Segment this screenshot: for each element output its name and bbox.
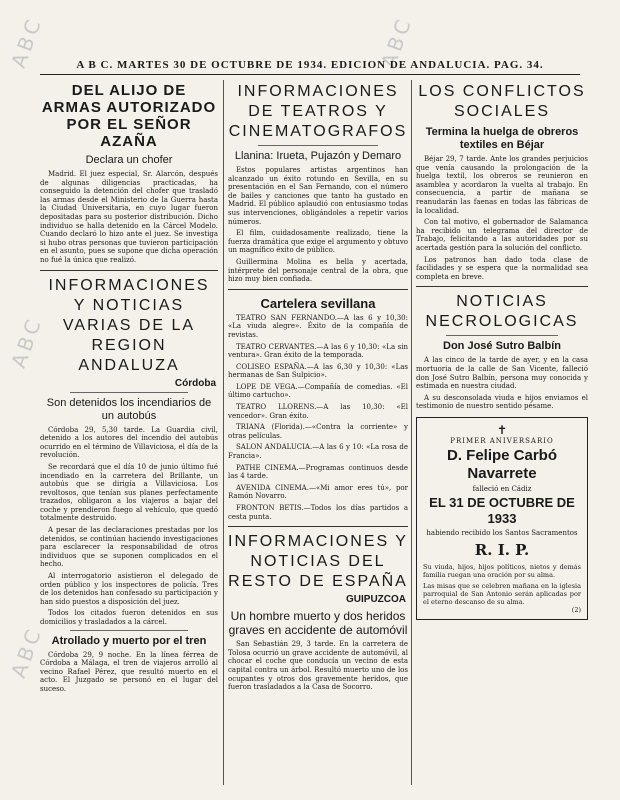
death-place: falleció en Cádiz [472,484,532,493]
article-body: Los patronos han dado toda clase de facilidades y se espera que la normalidad sea completa en breve. [416,255,588,281]
mass-notice: Las misas que se celebren mañana en la iglesia parroquial de San Antonio serán aplicadas por el eterno descanso de su alma. [423,581,581,606]
article-body: Córdoba 29, 9 noche. En la línea férrea de Córdoba a Málaga, el tren de viajeros arrolló al vecino Rafael Pérez, que resultó muerto en el acto. El Juzgado se personó en el lugar del suceso. [40,650,218,693]
listing-item: PATHE CINEMA.—Programas continuos desde las 4 tarde. [228,463,408,481]
article-body: Guillermina Molina es bella y acertada, intérprete del personaje central de la obra, que hizo muy bien confiada. [228,257,408,284]
obituary-notice [416,417,588,620]
page-masthead: A B C. MARTES 30 DE OCTUBRE DE 1934. EDICION DE ANDALUCIA. PAG. 34. [40,56,580,75]
listing-item: TEATRO CERVANTES.—A las 6 y 10,30: «La sin ventura». Gran éxito de la temporada. [228,342,408,360]
article-body: Todos los citados fueron detenidos en sus domicilios y trasladados a la cárcel. [40,609,218,626]
divider [70,392,188,393]
column-right [416,78,588,790]
cross-icon: ✝ [496,422,508,437]
listing-item: AVENIDA CINEMA.—«Mi amor eres tú», por Ramón Novarro. [228,483,408,501]
section-headline: LOS CONFLICTOS SOCIALES [418,83,586,120]
watermark: ABC [6,12,47,72]
article-subhead: Son detenidos los incendiarios de un autobús [46,396,212,422]
article-body: El film, cuidadosamente realizado, tiene la fuerza dramática que exige el argumento y obtuvo un magnífico éxito de público. [228,229,408,255]
family-note: Su viuda, hijos, hijos políticos, nietos y demás familia ruegan una oración por su alma. [423,562,581,579]
divider [70,630,188,631]
listing-item: COLISEO ESPAÑA.—A las 6,30 y 10,30: «Las hermanas de San Sulpicio». [228,362,408,380]
article-body: Madrid. El juez especial, Sr. Alarcón, después de algunas diligencias practicadas, ha conseguido la detención del chofer que trasladó las armas desde el Ministerio de la Guerra hasta la Ciudad Universitaria, en cuyo lugar fueron depositadas para su posterior distribución. Dicho individuo se halla detenido en la Cárcel Modelo. Cuando declaró lo hizo ante el juez. Se investiga si hubo otras personas que tuvieron participación en el asunto, pues se supone que dicha operación no fué la única que realizó. [40,170,218,264]
article-body: Se recordará que el día 10 de junio último fué incendiado en la carretera del Brillante, un autobús que se dirigía a Villaviciosa. Los revoltosos, que tenían sus planes perfectamente trazados, obligaron a los viajeros a bajar del coche y prendieron fuego al vehículo, que quedó totalmente destruido. [40,462,218,523]
notice-number: (2) [571,605,581,614]
dateline-kicker: GUIPUZCOA [346,594,406,606]
listing-item: TEATRO LLORENS.—A las 10,30: «El vencedor». Gran éxito. [228,403,408,420]
article-headline: DEL ALIJO DE ARMAS AUTORIZADO POR EL SEÑOR AZAÑA [41,82,217,150]
section-headline: NOTICIAS NECROLOGICAS [425,293,579,331]
section-headline: INFORMACIONES Y NOTICIAS DEL RESTO DE ESPAÑA [228,533,408,591]
article-body: San Sebastián 29, 3 tarde. En la carretera de Tolosa ocurrió un grave accidente de automóvil, al chocar el coche que conducía un vecino de esta capital contra un árbol. Resultó muerto uno de los ocupantes y otros dos gravemente heridos, que fueron trasladados a la Casa de Socorro. [228,640,408,692]
article-subhead: Llanina: Irueta, Pujazón y Demaro [234,150,402,162]
watermark: ABC [6,312,47,372]
article-body: Al interrogatorio asistieron el delegado de orden público y los inspectores de policía. Tres de los detenidos han confesado su participación y han sido puestos a disposición del juez. [40,572,218,606]
section-headline: INFORMACIONES DE TEATROS Y CINEMATOGRAFOS [228,83,408,140]
divider [446,335,558,336]
divider [228,289,408,290]
deceased-name: D. Felipe Carbó Navarrete [446,446,558,482]
article-body: A su desconsolada viuda e hijos enviamos el testimonio de nuestro sentido pésame. [416,393,588,411]
article-subhead: Don José Sutro Balbín [443,340,561,353]
divider [416,286,588,287]
article-subhead: Termina la huelga de obreros textiles en Béjar [425,126,579,151]
article-body: Estos populares artistas argentinos han alcanzado un éxito rotundo en Sevilla, en su presentación en el San Fernando, con el número de bailes y canciones que tanto ha gustado en Madrid. El público aplaudió con entusiasmo todas sus intervenciones, obligándoles a repetir varios números. [228,166,408,226]
listing-item: LOPE DE VEGA.—Compañía de comedias. «El último cartucho». [228,382,408,400]
column-left [40,78,218,790]
sacraments-note: habiendo recibido los Santos Sacramentos [426,528,578,537]
article-body: Con tal motivo, el gobernador de Salamanca ha recibido un telegrama del director de Trabajo, felicitando a las autoridades por su acertada gestión para la solución del conflicto. [416,218,588,252]
watermark: ABC [6,622,47,682]
article-body: A las cinco de la tarde de ayer, y en la casa mortuoria de la calle de San Vicente, falleció don José Sutro Balbín, persona muy conocida y estimada en nuestra ciudad. [416,356,588,391]
article-subhead: Declara un chofer [85,154,173,166]
article-body: Béjar 29, 7 tarde. Ante los grandes perjuicios que venía causando la prolongación de la huelga textil, los obreros se reunieron en asamblea y acordaron la vuelta al trabajo. En consecuencia, a partir de mañana se reanudarán las faenas en todas las fábricas de la localidad. [416,155,588,215]
listings-title: Cartelera sevillana [260,295,376,311]
article-headline: Atrollado y muerto por el tren [51,634,207,647]
divider [258,145,378,146]
rip-label: R. I. P. [474,540,530,559]
column-rule [411,80,412,785]
listing-item: SALON ANDALUCIA.—A las 6 y 10: «La rosa de Francia». [228,443,408,461]
divider [40,270,218,271]
column-rule [223,80,224,785]
article-body: Córdoba 29, 5,30 tarde. La Guardia civil, detenido a los autores del incendio del autobús ocurrido en el término de Villaviciosa, el día de la revolución. [40,425,218,460]
listing-item: FRONTON BETIS.—Todos los días partidos a cesta punta. [228,504,408,521]
watermark: ABC [376,12,417,72]
article-body: A pesar de las declaraciones prestadas por los detenidos, se continúan haciendo investigaciones para esclarecer la responsabilidad de otros individuos que se suponen complicados en el hecho. [40,526,218,569]
column-center [228,78,408,790]
anniversary-label: PRIMER ANIVERSARIO [450,436,554,445]
listing-item: TEATRO SAN FERNANDO.—A las 6 y 10,30: «La viuda alegre». Éxito de la compañía de revistas. [228,313,408,339]
article-subhead: Un hombre muerto y dos heridos graves en accidente de automóvil [228,609,408,638]
death-date: EL 31 DE OCTUBRE DE 1933 [429,494,575,526]
divider [228,526,408,527]
dateline-kicker: Córdoba [174,377,216,389]
section-headline: INFORMACIONES Y NOTICIAS VARIAS DE LA REGION ANDALUZA [48,276,210,374]
listing-item: TRIANA (Florida).—«Contra la corriente» y otras películas. [228,423,408,440]
listings [228,314,408,521]
